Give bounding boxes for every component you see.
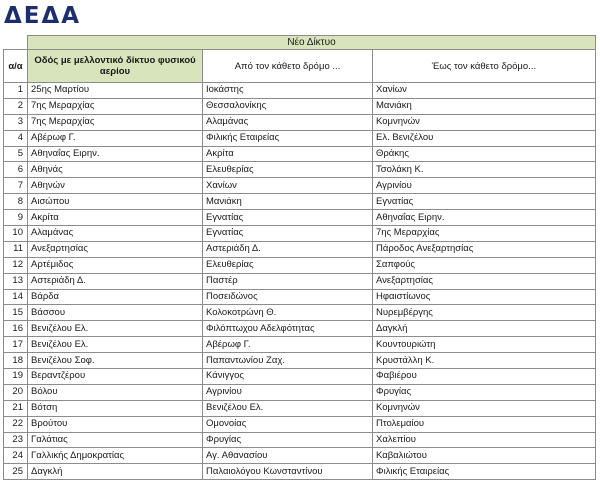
table-row bbox=[4, 162, 596, 178]
street-cell: Βρούτου bbox=[28, 416, 203, 432]
header-from: Από τον κάθετο δρόμο ... bbox=[203, 50, 373, 83]
street-cell: Αβέρωφ Γ. bbox=[28, 130, 203, 146]
row-index: 3 bbox=[4, 114, 28, 130]
from-cell: Ιοκάστης bbox=[203, 83, 373, 99]
to-cell: Καβαλιώτου bbox=[373, 448, 596, 464]
to-cell: 7ης Μεραρχίας bbox=[373, 226, 596, 242]
table-row bbox=[4, 337, 596, 353]
to-cell: Σαπφούς bbox=[373, 257, 596, 273]
row-index: 8 bbox=[4, 194, 28, 210]
street-cell: Βενιζέλου Σοφ. bbox=[28, 353, 203, 369]
row-index: 17 bbox=[4, 337, 28, 353]
to-cell: Νυρεμβέργης bbox=[373, 305, 596, 321]
street-cell: 7ης Μεραρχίας bbox=[28, 114, 203, 130]
street-cell: Αστεριάδη Δ. bbox=[28, 273, 203, 289]
to-cell: Θράκης bbox=[373, 146, 596, 162]
street-cell: 25ης Μαρτίου bbox=[28, 83, 203, 99]
to-cell: Εγνατίας bbox=[373, 194, 596, 210]
row-index: 22 bbox=[4, 416, 28, 432]
table-row bbox=[4, 289, 596, 305]
table-row bbox=[4, 432, 596, 448]
table-row bbox=[4, 448, 596, 464]
table-row bbox=[4, 369, 596, 385]
table-row bbox=[4, 130, 596, 146]
from-cell: Παπαντωνίου Ζαχ. bbox=[203, 353, 373, 369]
from-cell: Φιλικής Εταιρείας bbox=[203, 130, 373, 146]
to-cell: Ελ. Βενιζέλου bbox=[373, 130, 596, 146]
header-index: α/α bbox=[4, 50, 28, 83]
street-cell: Γαλλικής Δημοκρατίας bbox=[28, 448, 203, 464]
table-row bbox=[4, 273, 596, 289]
streets-table bbox=[3, 35, 596, 480]
from-cell: Αλαμάνας bbox=[203, 114, 373, 130]
from-cell: Φρυγίας bbox=[203, 432, 373, 448]
street-cell: Βενιζέλου Ελ. bbox=[28, 321, 203, 337]
row-index: 1 bbox=[4, 83, 28, 99]
table-row bbox=[4, 416, 596, 432]
row-index: 21 bbox=[4, 400, 28, 416]
from-cell: Μανιάκη bbox=[203, 194, 373, 210]
street-cell: Βεραντζέρου bbox=[28, 369, 203, 385]
to-cell: Χαλεπίου bbox=[373, 432, 596, 448]
to-cell: Πτολεμαίου bbox=[373, 416, 596, 432]
street-cell: Αρτέμιδος bbox=[28, 257, 203, 273]
table-row bbox=[4, 114, 596, 130]
row-index: 12 bbox=[4, 257, 28, 273]
from-cell: Ομονοίας bbox=[203, 416, 373, 432]
from-cell: Κάνιγγος bbox=[203, 369, 373, 385]
to-cell: Χανίων bbox=[373, 83, 596, 99]
street-cell: Ακρίτα bbox=[28, 210, 203, 226]
table-row bbox=[4, 194, 596, 210]
header-row bbox=[4, 50, 596, 83]
table-row bbox=[4, 146, 596, 162]
row-index: 14 bbox=[4, 289, 28, 305]
street-cell: Αθηνών bbox=[28, 178, 203, 194]
table-row bbox=[4, 353, 596, 369]
from-cell: Ελευθερίας bbox=[203, 257, 373, 273]
row-index: 15 bbox=[4, 305, 28, 321]
header-street: Οδός με μελλοντικό δίκτυο φυσικού αερίου bbox=[28, 50, 203, 83]
street-cell: 7ης Μεραρχίας bbox=[28, 98, 203, 114]
from-cell: Ακρίτα bbox=[203, 146, 373, 162]
from-cell: Ελευθερίας bbox=[203, 162, 373, 178]
header-to: Έως τον κάθετο δρόμο... bbox=[373, 50, 596, 83]
from-cell: Εγνατίας bbox=[203, 210, 373, 226]
row-index: 23 bbox=[4, 432, 28, 448]
row-index: 16 bbox=[4, 321, 28, 337]
to-cell: Μανιάκη bbox=[373, 98, 596, 114]
from-cell: Παλαιολόγου Κωνσταντίνου bbox=[203, 464, 373, 480]
to-cell: Κομνηνών bbox=[373, 114, 596, 130]
row-index: 2 bbox=[4, 98, 28, 114]
row-index: 7 bbox=[4, 178, 28, 194]
street-cell: Δαγκλή bbox=[28, 464, 203, 480]
row-index: 11 bbox=[4, 241, 28, 257]
deda-logo: ΔΕΔΑ bbox=[4, 3, 82, 29]
to-cell: Δαγκλή bbox=[373, 321, 596, 337]
row-index: 4 bbox=[4, 130, 28, 146]
from-cell: Αστεριάδη Δ. bbox=[203, 241, 373, 257]
street-cell: Βενιζέλου Ελ. bbox=[28, 337, 203, 353]
street-cell: Αθηναΐας Ειρην. bbox=[28, 146, 203, 162]
table-row bbox=[4, 321, 596, 337]
to-cell: Ανεξαρτησίας bbox=[373, 273, 596, 289]
to-cell: Αγρινίου bbox=[373, 178, 596, 194]
to-cell: Αθηναΐας Ειρην. bbox=[373, 210, 596, 226]
street-cell: Γαλάτιας bbox=[28, 432, 203, 448]
street-cell: Αλαμάνας bbox=[28, 226, 203, 242]
street-cell: Ανεξαρτησίας bbox=[28, 241, 203, 257]
table-row bbox=[4, 305, 596, 321]
row-index: 5 bbox=[4, 146, 28, 162]
table-row bbox=[4, 241, 596, 257]
row-index: 18 bbox=[4, 353, 28, 369]
from-cell: Αγ. Αθανασίου bbox=[203, 448, 373, 464]
from-cell: Κολοκοτρώνη Θ. bbox=[203, 305, 373, 321]
street-cell: Βότση bbox=[28, 400, 203, 416]
row-index: 25 bbox=[4, 464, 28, 480]
to-cell: Ηφαιστίωνος bbox=[373, 289, 596, 305]
section-title: Νέο Δίκτυο bbox=[28, 36, 596, 50]
table-row bbox=[4, 178, 596, 194]
row-index: 20 bbox=[4, 384, 28, 400]
street-cell: Αισώπου bbox=[28, 194, 203, 210]
from-cell: Αγρινίου bbox=[203, 384, 373, 400]
from-cell: Χανίων bbox=[203, 178, 373, 194]
table-row bbox=[4, 384, 596, 400]
table-row bbox=[4, 83, 596, 99]
row-index: 10 bbox=[4, 226, 28, 242]
to-cell: Κουντουριώτη bbox=[373, 337, 596, 353]
to-cell: Πάροδος Ανεξαρτησίας bbox=[373, 241, 596, 257]
from-cell: Θεσσαλονίκης bbox=[203, 98, 373, 114]
to-cell: Φιλικής Εταιρείας bbox=[373, 464, 596, 480]
table-row bbox=[4, 464, 596, 480]
from-cell: Εγνατίας bbox=[203, 226, 373, 242]
from-cell: Φιλόπτωχου Αδελφότητας bbox=[203, 321, 373, 337]
section-banner-row bbox=[4, 36, 596, 50]
to-cell: Κρυστάλλη Κ. bbox=[373, 353, 596, 369]
to-cell: Φρυγίας bbox=[373, 384, 596, 400]
table-row bbox=[4, 210, 596, 226]
street-cell: Βόλου bbox=[28, 384, 203, 400]
from-cell: Βενιζέλου Ελ. bbox=[203, 400, 373, 416]
from-cell: Παστέρ bbox=[203, 273, 373, 289]
to-cell: Κομνηνών bbox=[373, 400, 596, 416]
from-cell: Ποσειδώνος bbox=[203, 289, 373, 305]
row-index: 6 bbox=[4, 162, 28, 178]
row-index: 9 bbox=[4, 210, 28, 226]
table-row bbox=[4, 98, 596, 114]
street-cell: Βάρδα bbox=[28, 289, 203, 305]
row-index: 19 bbox=[4, 369, 28, 385]
street-cell: Αθηνάς bbox=[28, 162, 203, 178]
row-index: 13 bbox=[4, 273, 28, 289]
street-cell: Βάσσου bbox=[28, 305, 203, 321]
row-index: 24 bbox=[4, 448, 28, 464]
table-row bbox=[4, 257, 596, 273]
banner-spacer bbox=[4, 36, 28, 50]
table-row bbox=[4, 400, 596, 416]
to-cell: Τσολάκη Κ. bbox=[373, 162, 596, 178]
to-cell: Φαβιέρου bbox=[373, 369, 596, 385]
from-cell: Αβέρωφ Γ. bbox=[203, 337, 373, 353]
table-row bbox=[4, 226, 596, 242]
